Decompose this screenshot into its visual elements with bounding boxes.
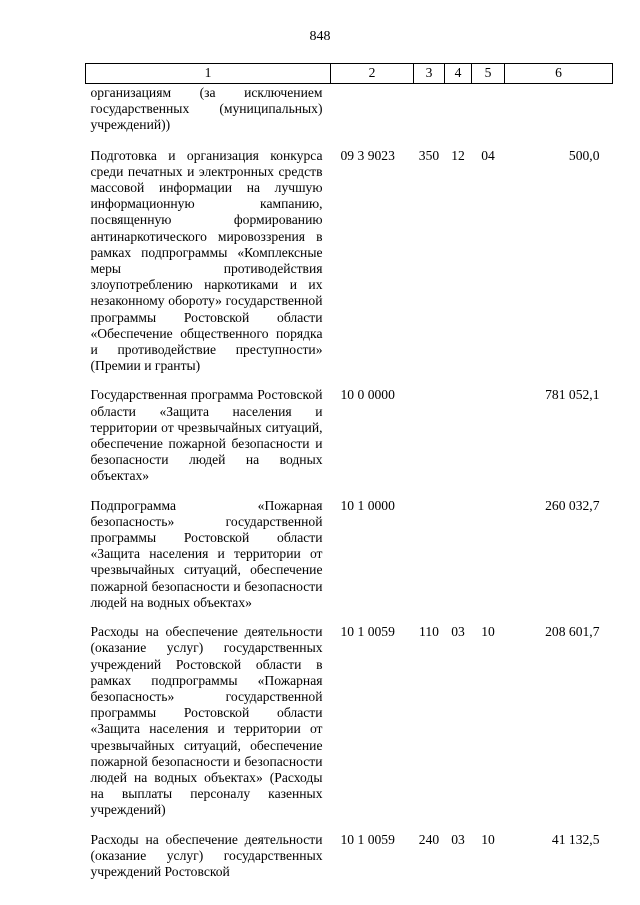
table-row bbox=[86, 498, 613, 624]
row-code: 10 1 0059 bbox=[340, 624, 395, 640]
row-col-3 bbox=[414, 387, 445, 497]
header-col-5: 5 bbox=[472, 64, 505, 84]
header-col-3: 3 bbox=[414, 64, 445, 84]
row-amount: 208 601,7 bbox=[545, 624, 600, 640]
row-col-5 bbox=[472, 498, 505, 624]
row-name: Подготовка и организация конкурса среди печатных и электронных средств массовой информации на лучшую информационную кампанию, посвященную формированию антинаркотического мировоззрения в рамках подпрограммы «Комплексные меры противодействия злоупотреблению наркотиками и их незаконному обороту» государственной программы Ростовской области «Обеспечение общественного порядка и противодействие преступности» (Премии и гранты) bbox=[90, 147, 323, 374]
row-code: 10 0 0000 bbox=[340, 387, 395, 403]
row-col-5 bbox=[472, 84, 505, 148]
header-col-4: 4 bbox=[445, 64, 472, 84]
table-row bbox=[86, 148, 613, 388]
table-row bbox=[86, 624, 613, 831]
row-amount bbox=[505, 84, 613, 148]
row-col-4 bbox=[445, 84, 472, 148]
row-col-5: 10 bbox=[481, 624, 495, 640]
table-row bbox=[86, 832, 613, 894]
row-amount: 781 052,1 bbox=[545, 387, 600, 403]
row-amount: 500,0 bbox=[568, 147, 600, 163]
row-name: Расходы на обеспечение деятельности (оказание услуг) государственных учреждений Ростовской области в рамках подпрограммы «Пожарная безопасность» государственной программы Ростовской области «Защита населения и территории от чрезвычайных ситуаций, обеспечение пожарной безопасности и безопасности людей на водных объектах» (Расходы на выплаты персоналу казенных учреждений) bbox=[90, 624, 323, 818]
row-amount: 260 032,7 bbox=[545, 497, 600, 513]
row-col-5: 04 bbox=[481, 147, 495, 163]
row-name: Государственная программа Ростовской области «Защита населения и территории от чрезвычайных ситуаций, обеспечение пожарной безопасности и безопасности людей на водных объектах» bbox=[90, 387, 323, 484]
header-col-1: 1 bbox=[86, 64, 331, 84]
row-name: Подпрограмма «Пожарная безопасность» государственной программы Ростовской области «Защита населения и территории от чрезвычайных ситуаций, обеспечение пожарной безопасности и безопасности людей на водных объектах» bbox=[90, 497, 323, 610]
row-col-4: 12 bbox=[451, 147, 465, 163]
row-col-5 bbox=[472, 387, 505, 497]
row-col-4: 03 bbox=[451, 624, 465, 640]
row-col-3: 350 bbox=[418, 147, 440, 163]
row-code: 10 1 0000 bbox=[340, 497, 395, 513]
row-col-3: 110 bbox=[419, 624, 439, 640]
row-code: 10 1 0059 bbox=[340, 831, 395, 847]
header-row bbox=[86, 64, 613, 84]
row-name: организациям (за исключением государственных (муниципальных) учреждений)) bbox=[90, 85, 323, 133]
row-col-4 bbox=[445, 498, 472, 624]
table-row bbox=[86, 387, 613, 497]
row-amount: 41 132,5 bbox=[551, 831, 600, 847]
header-col-6: 6 bbox=[505, 64, 613, 84]
row-col-3 bbox=[414, 498, 445, 624]
header-col-2: 2 bbox=[331, 64, 414, 84]
row-col-3: 240 bbox=[418, 831, 440, 847]
page-number: 848 bbox=[309, 29, 331, 44]
row-col-5: 10 bbox=[481, 831, 495, 847]
table-row bbox=[86, 84, 613, 148]
row-code bbox=[331, 84, 414, 148]
row-col-4: 03 bbox=[451, 831, 465, 847]
budget-table bbox=[85, 63, 613, 893]
row-code: 09 3 9023 bbox=[340, 147, 395, 163]
row-col-4 bbox=[445, 387, 472, 497]
row-col-3 bbox=[414, 84, 445, 148]
row-name: Расходы на обеспечение деятельности (оказание услуг) государственных учреждений Ростовской bbox=[90, 831, 323, 879]
